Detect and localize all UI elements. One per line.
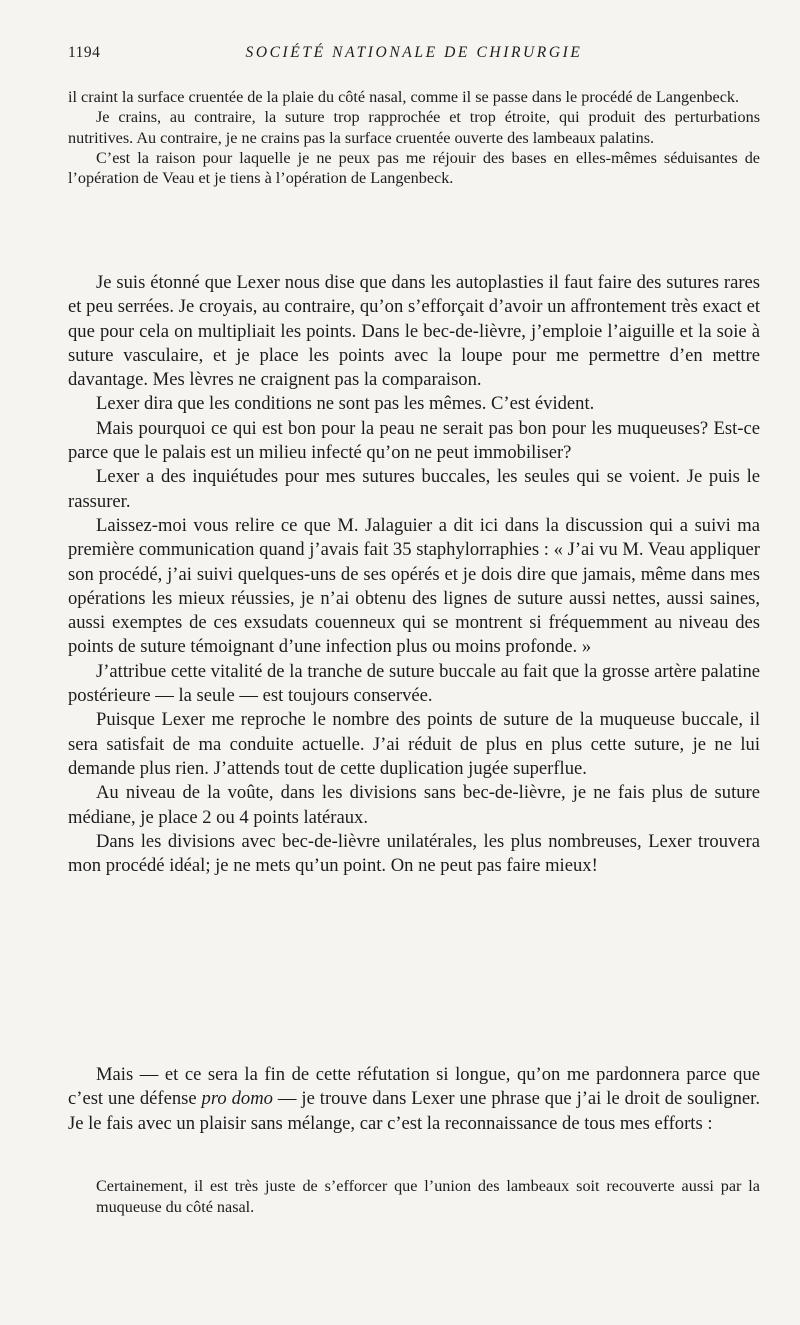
paragraph-13-start: Mais — et ce sera la fin de cette réfutation si longue, qu’on me pardonnera parce que c’est une défense — [68, 1064, 760, 1110]
paragraph-13-end: — je trouve dans Lexer une phrase que j’ai le droit de souligner. Je le fais avec un plaisir sans mélange, car c’est la reconnaissance de tous mes efforts : — [68, 1088, 760, 1134]
paragraph-5: Lexer dira que les conditions ne sont pas les mêmes. C’est évident. — [96, 393, 595, 415]
paragraph-2: Je crains, au contraire, la suture trop rapprochée et trop étroite, qui produit des perturbations nutritives. Au contraire, je ne crains pas la surface cruentée ouverte des lambeaux palatins. — [68, 108, 760, 147]
quote-text: Certainement, il est très juste de s’efforcer que l’union des lambeaux soit recouverte aussi par la muqueuse du côté nasal. — [96, 1177, 760, 1216]
paragraph-13 — [68, 1063, 760, 1136]
paragraph-8: Laissez-moi vous relire ce que M. Jalaguier a dit ici dans la discussion qui a suivi ma première communication quand j’avais fait 35 staphylorraphies : « J’ai vu M. Veau appliquer son procédé, j’ai suivi quelques-uns de ses opérés et je dois dire que jamais, même dans mes opérations les mieux réussies, je n’ai obtenu des lignes de suture aussi nettes, aussi saines, aussi exemptes de ces exsudats couenneux qui se montrent si fréquemment au niveau des points de suture témoignant d’une infection plus ou moins profonde. » — [68, 514, 760, 658]
closing-section — [68, 1063, 760, 1136]
page-number: 1194 — [68, 44, 101, 61]
paragraph-9: J’attribue cette vitalité de la tranche de suture buccale au fait que la grosse artère palatine postérieure — la seule — est toujours conservée. — [68, 660, 760, 707]
paragraph-11: Au niveau de la voûte, dans les divisions sans bec-de-lièvre, je ne fais plus de suture médiane, je place 2 ou 4 points latéraux. — [68, 782, 760, 828]
paragraph-7: Lexer a des inquiétudes pour mes sutures buccales, les seules qui se voient. Je puis le rassurer. — [68, 466, 760, 512]
running-title: SOCIÉTÉ NATIONALE DE CHIRURGIE — [245, 44, 583, 61]
main-section — [68, 271, 760, 878]
paragraph-12: Dans les divisions avec bec-de-lièvre unilatérales, les plus nombreuses, Lexer trouvera mon procédé idéal; je ne mets qu’un point. On ne peut pas faire mieux! — [68, 830, 760, 877]
latin-phrase: pro domo — [201, 1088, 273, 1110]
running-head — [68, 44, 760, 68]
paragraph-10: Puisque Lexer me reproche le nombre des points de suture de la muqueuse buccale, il sera satisfait de ma conduite actuelle. J’ai réduit de plus en plus cette suture, je ne lui demande plus rien. J’attends tout de cette duplication jugée superflue. — [68, 709, 760, 779]
paragraph-4: Je suis étonné que Lexer nous dise que dans les autoplasties il faut faire des sutures rares et peu serrées. Je croyais, au contraire, qu’on s’efforçait d’avoir un affrontement très exact et que pour cela on multipliait les points. Dans le bec-de-lièvre, j’emploie l’aiguille et la soie à suture vasculaire, et je place les points avec la loupe pour me permettre d’en mettre davantage. Mes lèvres ne craignent pas la comparaison. — [68, 272, 760, 391]
paragraph-6: Mais pourquoi ce qui est bon pour la peau ne serait pas bon pour les muqueuses? Est-ce parce que le palais est un milieu infecté qu’on ne peut immobiliser? — [68, 417, 760, 464]
quoted-passage — [96, 1176, 760, 1218]
opening-section — [68, 87, 760, 188]
paragraph-3: C’est la raison pour laquelle je ne peux pas me réjouir des bases en elles-mêmes séduisantes de l’opération de Veau et je tiens à l’opération de Langenbeck. — [68, 148, 760, 188]
paragraph-1: il craint la surface cruentée de la plaie du côté nasal, comme il se passe dans le procédé de Langenbeck. — [68, 88, 740, 106]
